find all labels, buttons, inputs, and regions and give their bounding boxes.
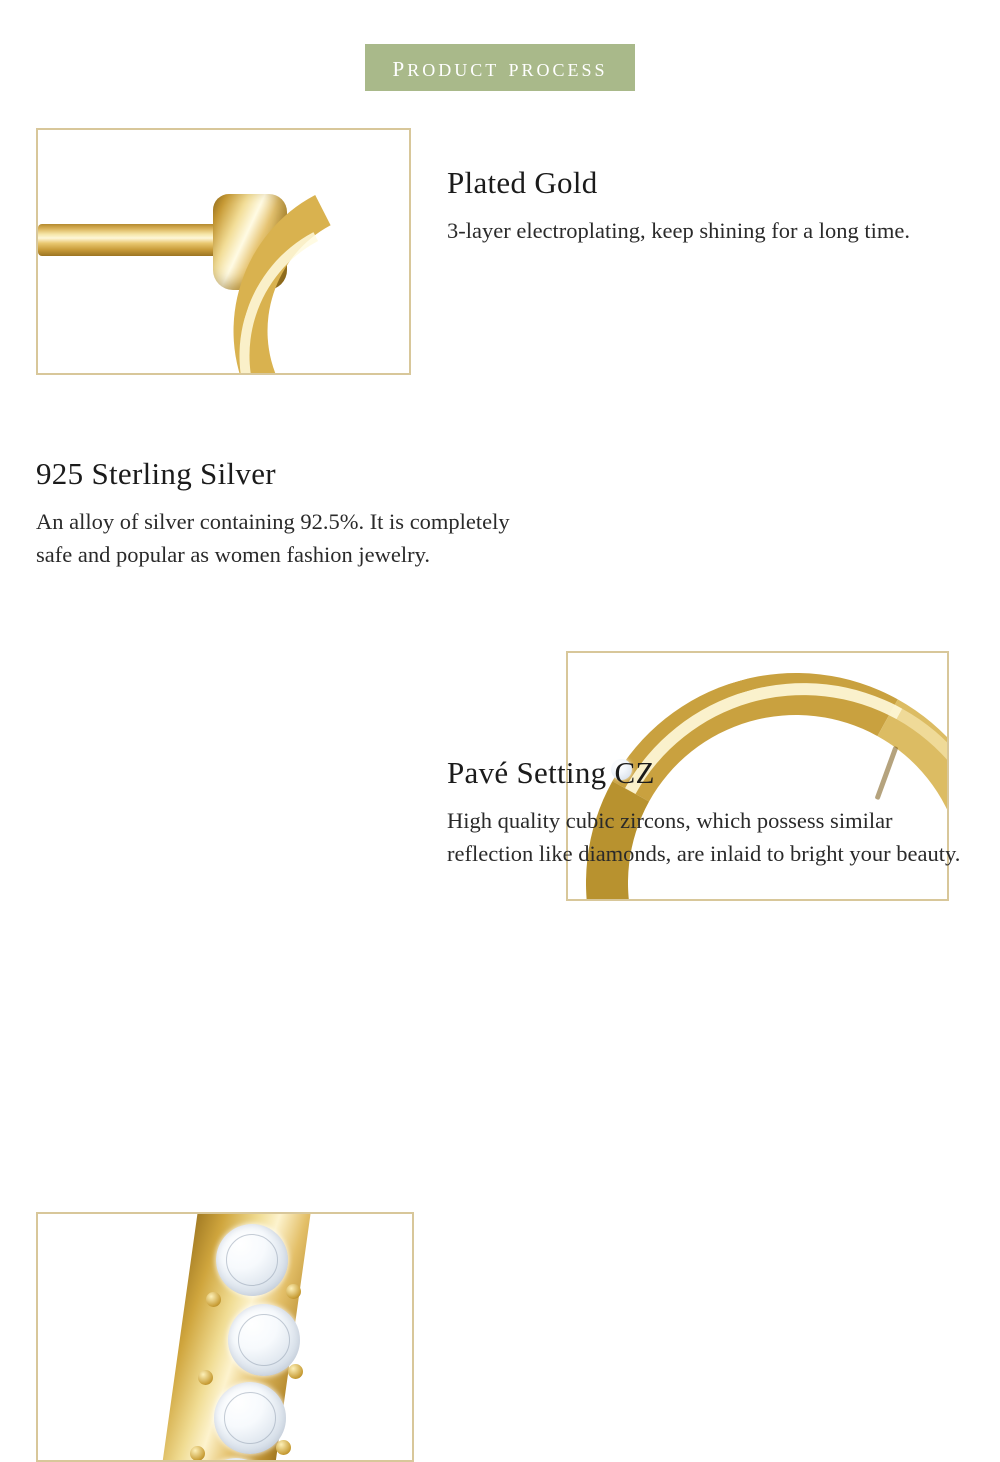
prong-shape (198, 1370, 213, 1385)
block-body-pave-setting: High quality cubic zircons, which possess similar reflection like diamonds, are inlaid to bright your beauty. (447, 808, 961, 866)
block-title-sterling-silver: 925 Sterling Silver (36, 456, 276, 491)
prong-shape (190, 1446, 205, 1461)
block-title-plated-gold: Plated Gold (447, 165, 598, 200)
text-block-sterling-silver (36, 456, 536, 571)
product-image-pave-setting (36, 1212, 414, 1462)
cubic-zircon-stone (214, 1382, 286, 1454)
cubic-zircon-stone (228, 1304, 300, 1376)
stone-facet-ring (224, 1392, 276, 1444)
block-title-pave-setting: Pavé Setting CZ (447, 755, 655, 790)
prong-shape (206, 1292, 221, 1307)
text-block-plated-gold (447, 165, 947, 248)
text-block-pave-setting (447, 755, 967, 870)
page-header (0, 44, 1000, 91)
prong-shape (286, 1284, 301, 1299)
product-image-plated-gold (36, 128, 411, 375)
block-body-sterling-silver: An alloy of silver containing 92.5%. It is completely safe and popular as women fashion jewelry. (36, 509, 510, 567)
stone-facet-ring (238, 1314, 290, 1366)
prong-shape (288, 1364, 303, 1379)
prong-shape (276, 1440, 291, 1455)
stone-facet-ring (226, 1234, 278, 1286)
block-body-plated-gold: 3-layer electroplating, keep shining for a long time. (447, 218, 910, 243)
page-title: product process (365, 44, 636, 91)
cubic-zircon-stone (216, 1224, 288, 1296)
